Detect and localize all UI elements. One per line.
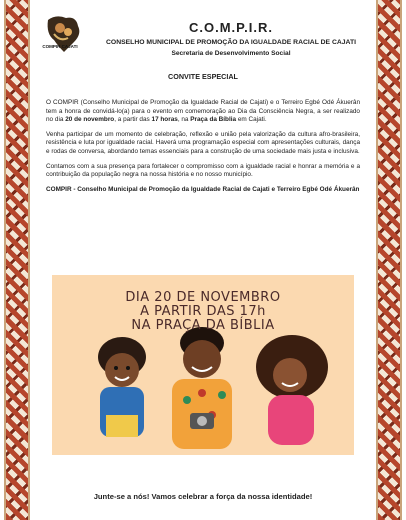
paragraph-2: Venha participar de um momento de celebração, reflexão e união pela valorização da cultura afro-brasileira, resistência e luta por igualdade racial. Haverá uma programação especial com apresentações culturais, dança e rodas de conversa, abordando temas essenciais para a construção de uma sociedade mais justa e inclusiva. xyxy=(46,130,360,155)
banner-text xyxy=(52,291,354,333)
decorative-border-left xyxy=(4,0,30,520)
p1-text: O COMPIR (Conselho Municipal de Promoção da Igualdade Racial de Cajati) e o Terreiro Egbé Odé Ákuerân tem a honra de convidá-lo(a) para o evento em comemoração ao Dia da Consciência Negra, a ser realizado no dia xyxy=(46,99,360,124)
decorative-border-right xyxy=(376,0,402,520)
banner-line-2: A PARTIR DAS 17h xyxy=(140,304,266,319)
header xyxy=(36,0,370,66)
event-banner xyxy=(52,275,354,455)
paragraph-1 xyxy=(46,99,360,125)
secretaria-name: Secretaria de Desenvolvimento Social xyxy=(171,50,291,57)
event-date: 20 de novembro xyxy=(65,116,115,124)
compir-logo-icon xyxy=(38,12,88,58)
event-time: 17 horas xyxy=(151,116,178,124)
logo-text: COMPIR CAJATI xyxy=(42,44,78,49)
footer-message: Junte-se a nós! Vamos celebrar a força da nossa identidade! xyxy=(93,492,313,501)
letter-body xyxy=(46,99,360,194)
convite-heading: CONVITE ESPECIAL xyxy=(168,72,238,81)
p1-text-4: em Cajati. xyxy=(236,116,267,124)
council-name: CONSELHO MUNICIPAL DE PROMOÇÃO DA IGUALDADE RACIAL DE CAJATI xyxy=(106,39,356,46)
event-place: Praça da Bíblia xyxy=(190,116,237,124)
banner-line-1: DIA 20 DE NOVEMBRO xyxy=(125,290,281,305)
page-title: C.O.M.P.I.R. xyxy=(189,20,273,35)
signature: COMPIR - Conselho Municipal de Promoção da Igualdade Racial de Cajati e Terreiro Egbé Odé Ákuerân xyxy=(46,185,360,193)
invitation-page xyxy=(36,0,370,520)
teen-middle-figure xyxy=(172,327,232,449)
paragraph-3: Contamos com a sua presença para fortalecer o compromisso com a igualdade racial e honrar a memória e a contribuição da população negra na nossa história e no nosso município. xyxy=(46,162,360,179)
p1-text-3: , na xyxy=(177,116,191,124)
girl-right-figure xyxy=(256,335,328,445)
child-left-figure xyxy=(98,337,146,437)
p1-text-2: , a partir das xyxy=(114,116,152,124)
banner-line-3: NA PRAÇA DA BÍBLIA xyxy=(131,318,275,333)
